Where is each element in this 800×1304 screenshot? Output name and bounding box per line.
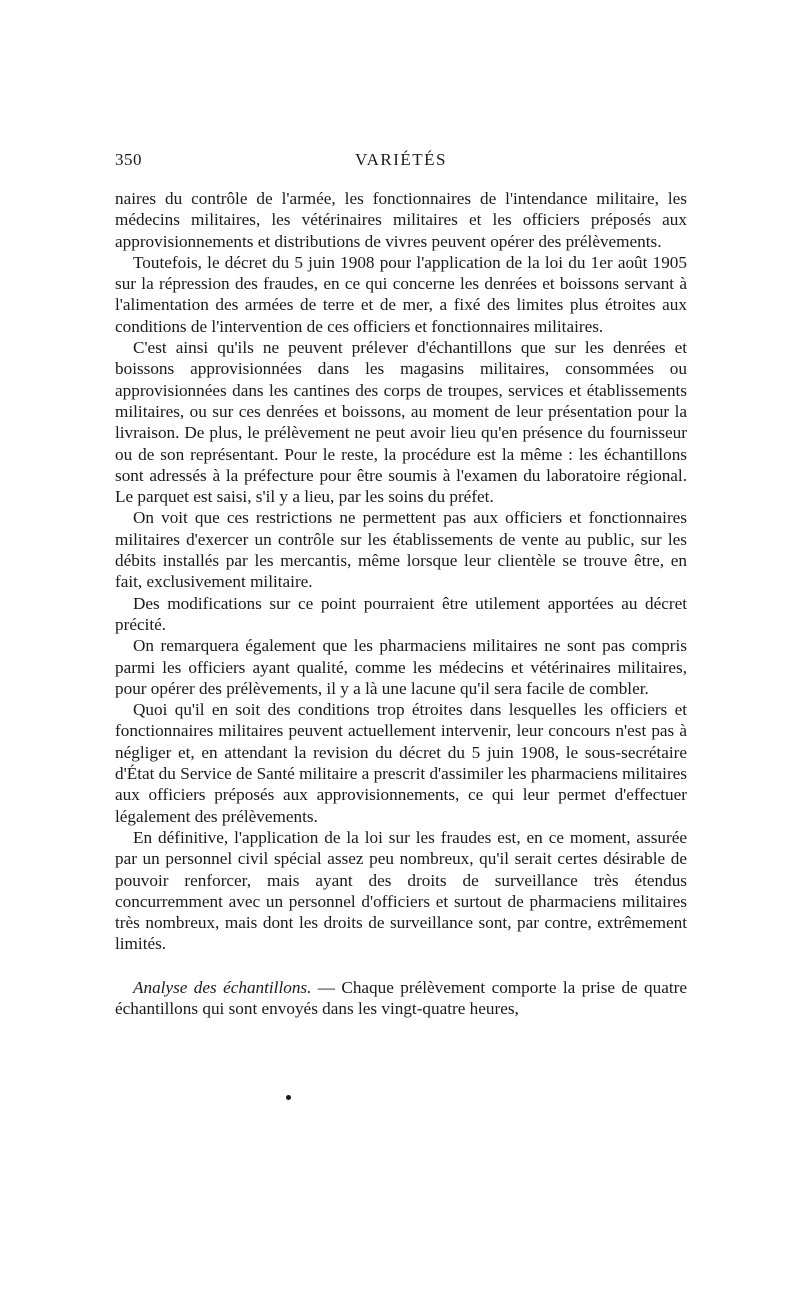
paragraph: Des modifications sur ce point pourraient être utilement apportées au décret précité.: [115, 593, 687, 634]
section-text: — Chaque prélèvement comporte la prise de quatre échantillons qui sont envoyés dans les vingt-quatre heures,: [115, 977, 687, 1018]
paragraph: C'est ainsi qu'ils ne peuvent prélever d'échantillons que sur les denrées et boissons approvisionnées dans les magasins militaires, consommées ou approvisionnées dans les cantines des corps de troupes, services et établissements militaires, ou sur ces denrées et boissons, au moment de leur présentation pour la livraison. De plus, le prélèvement ne peut avoir lieu qu'en présence du fournisseur ou de son représentant. Pour le reste, la procédure est la même : les échantillons sont adressés à la préfecture pour être soumis à l'examen du laboratoire régional. Le parquet est saisi, s'il y a lieu, par les soins du préfet.: [115, 338, 687, 507]
page-number: 350: [115, 150, 142, 169]
page-header: [115, 150, 687, 176]
section-dot-mark: [286, 1095, 291, 1100]
section-paragraph: [115, 977, 687, 1020]
paragraph: Quoi qu'il en soit des conditions trop étroites dans lesquelles les officiers et fonctionnaires militaires peuvent actuellement intervenir, leur concours n'est pas à négliger et, en attendant la revision du décret du 5 juin 1908, le sous-secrétaire d'État du Service de Santé militaire a prescrit d'assimiler les pharmaciens militaires aux officiers préposés aux approvisionnements, ce qui leur permet d'effectuer légalement des prélèvements.: [115, 700, 687, 826]
paragraph: naires du contrôle de l'armée, les fonctionnaires de l'intendance militaire, les médecins militaires, les vétérinaires militaires et les officiers préposés aux approvisionnements et distributions de vivres peuvent opérer des prélèvements.: [115, 189, 687, 251]
paragraph: Toutefois, le décret du 5 juin 1908 pour l'application de la loi du 1er août 1905 sur la répression des fraudes, en ce qui concerne les denrées et boissons servant à l'alimentation des armées de terre et de mer, a fixé des limites plus étroites aux conditions de l'intervention de ces officiers et fonctionnaires militaires.: [115, 252, 687, 336]
section-title: Analyse des échantillons.: [133, 977, 312, 997]
running-head: VARIÉTÉS: [355, 150, 447, 169]
body-text: [115, 188, 687, 1019]
paragraph: En définitive, l'application de la loi sur les fraudes est, en ce moment, assurée par un personnel civil spécial assez peu nombreux, qu'il serait certes désirable de pouvoir renforcer, mais ayant des droits de surveillance très étendus concurremment avec un personnel d'officiers et surtout de pharmaciens militaires très nombreux, mais dont les droits de surveillance sont, par contre, extrêmement limités.: [115, 827, 687, 954]
document-page: [115, 150, 687, 1019]
paragraph: On remarquera également que les pharmaciens militaires ne sont pas compris parmi les officiers ayant qualité, comme les médecins et vétérinaires militaires, pour opérer des prélèvements, il y a là une lacune qu'il sera facile de combler.: [115, 636, 687, 698]
paragraph: On voit que ces restrictions ne permettent pas aux officiers et fonctionnaires militaires d'exercer un contrôle sur les établissements de vente au public, sur les débits installés par les mercantis, même lorsque leur clientèle se trouve être, en fait, exclusivement militaire.: [115, 508, 687, 592]
